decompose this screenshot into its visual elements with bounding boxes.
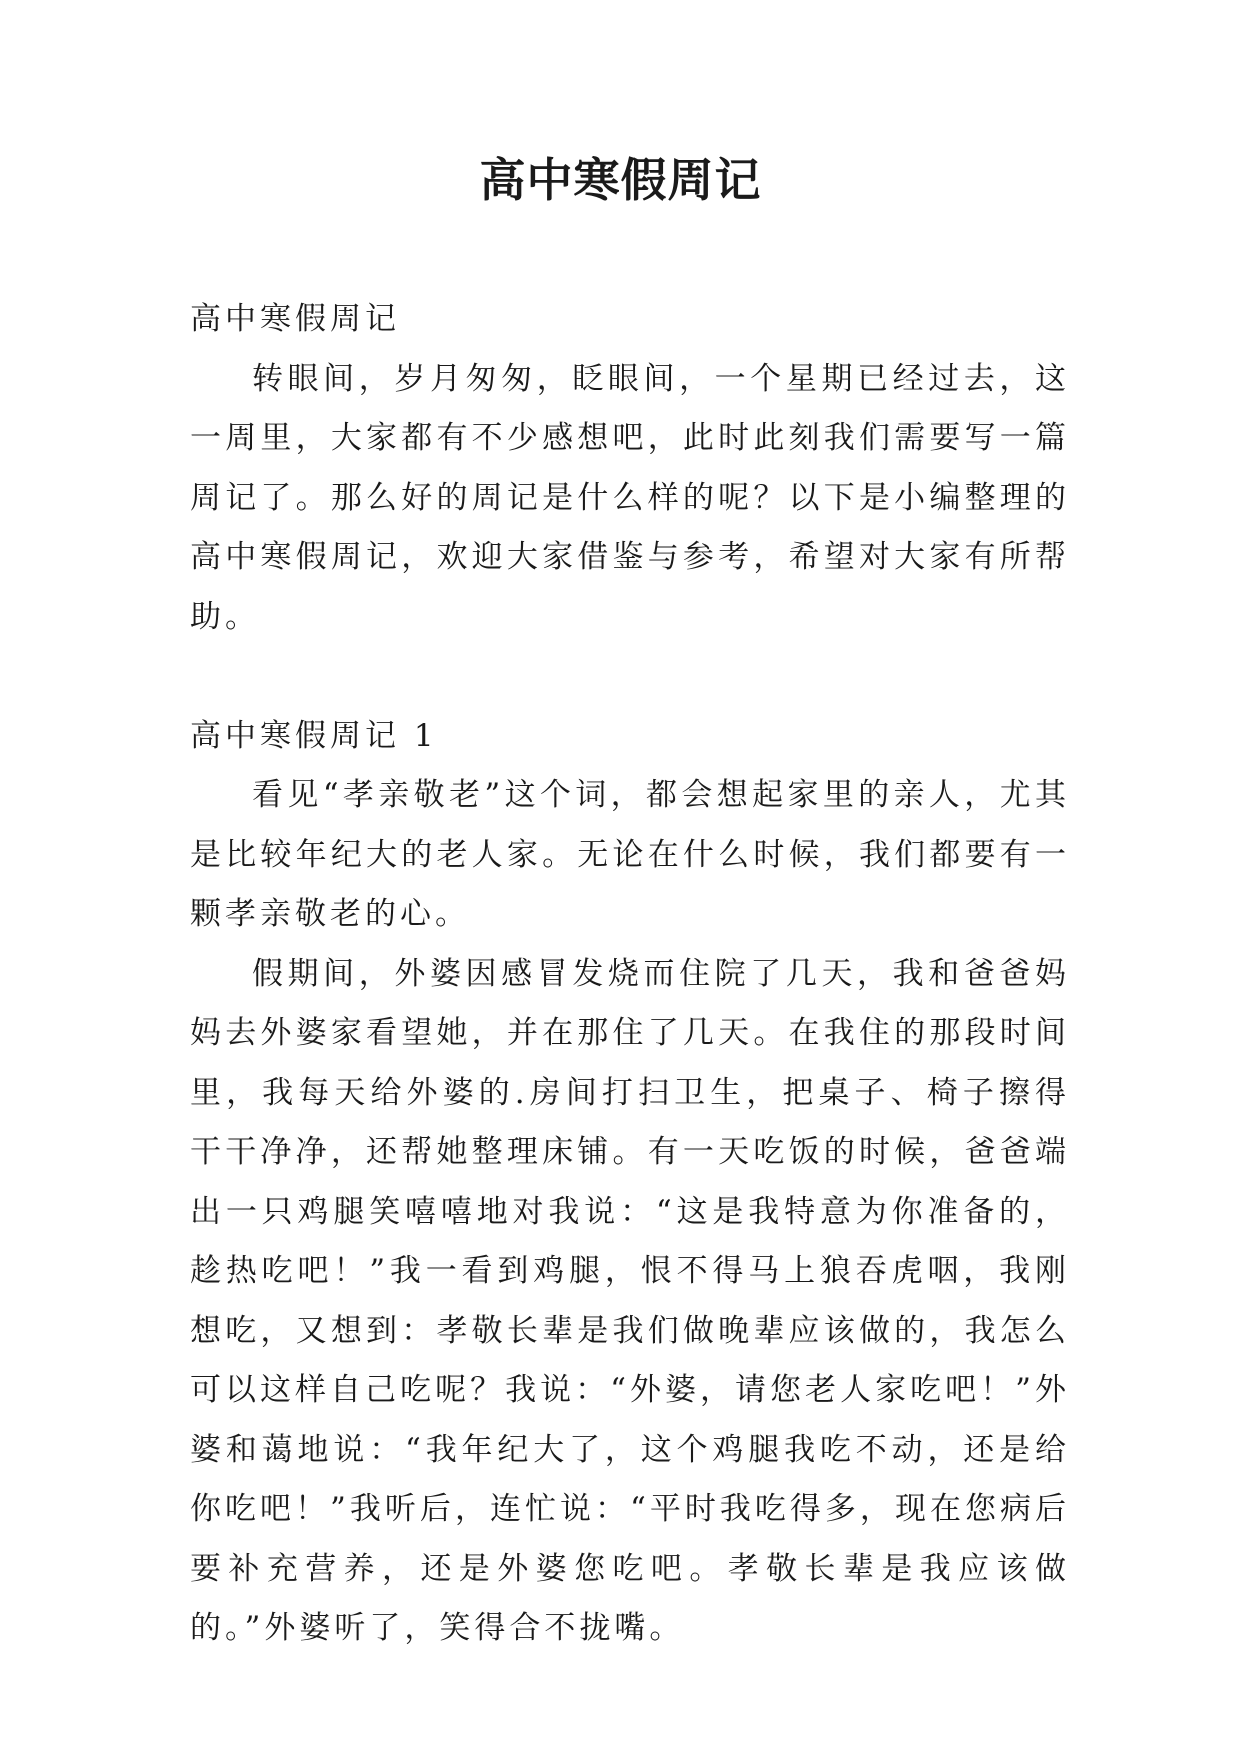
document-title: 高中寒假周记	[479, 153, 762, 207]
section1-heading: 高中寒假周记 1	[190, 717, 438, 754]
section1-paragraph-1: 看见“孝亲敬老”这个词，都会想起家里的亲人，尤其是比较年纪大的老人家。无论在什么时候，我们都要有一颗孝亲敬老的心。	[190, 777, 1070, 932]
document-body	[190, 290, 1070, 1659]
section1-paragraph-2: 假期间，外婆因感冒发烧而住院了几天，我和爸爸妈妈去外婆家看望她，并在那住了几天。在我住的那段时间里，我每天给外婆的.房间打扫卫生，把桌子、椅子擦得干干净净，还帮她整理床铺。有一天吃饭的时候，爸爸端出一只鸡腿笑嘻嘻地对我说：“这是我特意为你准备的，趁热吃吧！”我一看到鸡腿，恨不得马上狼吞虎咽，我刚想吃，又想到：孝敬长辈是我们做晚辈应该做的，我怎么可以这样自己吃呢？我说：“外婆，请您老人家吃吧！”外婆和蔼地说：“我年纪大了，这个鸡腿我吃不动，还是给你吃吧！”我听后，连忙说：“平时我吃得多，现在您病后要补充营养，还是外婆您吃吧。孝敬长辈是我应该做的。”外婆听了，笑得合不拢嘴。	[190, 955, 1070, 1646]
section-spacer	[190, 647, 1070, 707]
intro-heading: 高中寒假周记	[190, 301, 400, 337]
intro-paragraph: 转眼间，岁月匆匆，眨眼间，一个星期已经过去，这一周里，大家都有不少感想吧，此时此刻我们需要写一篇周记了。那么好的周记是什么样的呢？以下是小编整理的高中寒假周记，欢迎大家借鉴与参考，希望对大家有所帮助。	[190, 360, 1070, 635]
